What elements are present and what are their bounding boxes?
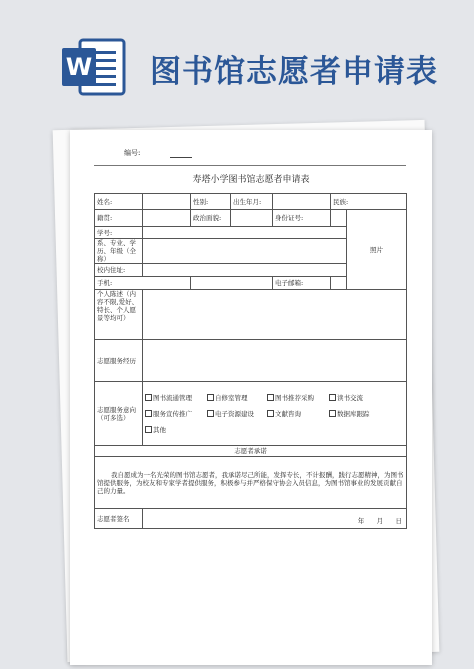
checkbox[interactable] [267, 410, 274, 417]
self-intro-field[interactable] [143, 290, 407, 340]
option-circulation[interactable]: 图书流通管理 [145, 394, 207, 402]
email-field[interactable] [331, 277, 407, 290]
checkbox[interactable] [145, 410, 152, 417]
option-reading-exchange[interactable]: 读书交流 [329, 394, 363, 402]
page-title: 图书馆志愿者申请表 [150, 54, 438, 90]
number-label: 编号: [124, 149, 141, 157]
school-address-label: 校内住址: [95, 264, 143, 277]
header-rule [94, 165, 406, 166]
application-form [94, 193, 407, 529]
department-label: 系、专业、学历、年级（全称） [95, 239, 143, 264]
intent-row-2 [145, 406, 404, 422]
self-intro-label: 个人陈述（内容不限,爱好、特长、个人愿景等均可） [95, 290, 143, 340]
checkbox[interactable] [207, 394, 214, 401]
experience-label: 志愿服务经历 [95, 340, 143, 382]
intent-options [143, 382, 407, 446]
option-e-resources[interactable]: 电子资源建设 [207, 410, 267, 418]
political-status-field[interactable] [231, 210, 273, 227]
pledge-text: 我自愿成为一名光荣的图书馆志愿者，我承诺尽己所能，发挥专长，不计报酬，践行志愿精神，为图书馆提供服务，为校友和专家学者提供服务，积极参与并严格保守协会入员信息，为图书馆事业的发展贡献自己的力量。 [95, 457, 407, 509]
native-place-label: 籍贯: [95, 210, 143, 227]
name-label: 姓名: [95, 194, 143, 210]
checkbox[interactable] [267, 394, 274, 401]
checkbox[interactable] [145, 394, 152, 401]
option-book-recommendation[interactable]: 图书推荐采购 [267, 394, 329, 402]
phone-field[interactable] [191, 277, 273, 290]
ethnicity-label: 民族: [331, 194, 407, 210]
word-document-icon [60, 36, 128, 98]
signature-label: 志愿者签名 [95, 509, 143, 529]
option-promotion[interactable]: 服务宣传推广 [145, 410, 207, 418]
name-field[interactable] [143, 194, 191, 210]
intent-row-1 [145, 390, 404, 406]
date-year: 年 [357, 517, 365, 525]
document-page [70, 130, 432, 665]
number-line [124, 148, 192, 158]
school-address-field[interactable] [143, 264, 347, 277]
phone-label: 手机: [95, 277, 191, 290]
option-database[interactable]: 数据库跟踪 [329, 410, 370, 418]
gender-label: 性别: [191, 194, 231, 210]
student-id-label: 学号: [95, 227, 143, 239]
department-field[interactable] [143, 239, 347, 264]
native-place-field[interactable] [143, 210, 191, 227]
intent-label: 志愿服务意向（可多选） [95, 382, 143, 446]
signature-field[interactable] [143, 509, 407, 529]
checkbox[interactable] [207, 410, 214, 417]
intent-row-3 [145, 422, 404, 438]
email-label: 电子邮箱: [273, 277, 331, 290]
political-status-label: 政治面貌: [191, 210, 231, 227]
option-reference[interactable]: 文献咨询 [267, 410, 329, 418]
date-month: 月 [376, 517, 384, 525]
pledge-title: 志愿者承诺 [95, 446, 407, 457]
svg-text:W: W [65, 53, 93, 81]
checkbox[interactable] [329, 394, 336, 401]
number-field[interactable] [170, 151, 192, 158]
checkbox[interactable] [329, 410, 336, 417]
option-study-room[interactable]: 自修室管理 [207, 394, 267, 402]
signature-date [358, 517, 402, 525]
student-id-field[interactable] [143, 227, 347, 239]
page-header [0, 0, 474, 112]
option-other[interactable]: 其他 [145, 426, 166, 434]
experience-field[interactable] [143, 340, 407, 382]
date-day: 日 [395, 517, 403, 525]
id-number-field[interactable] [331, 210, 347, 227]
document-title: 寿塔小学图书馆志愿者申请表 [192, 175, 310, 185]
photo-box[interactable]: 照片 [347, 210, 407, 290]
birth-label: 出生年月: [231, 194, 273, 210]
id-number-label: 身份证号: [273, 210, 331, 227]
checkbox[interactable] [145, 426, 152, 433]
birth-field[interactable] [273, 194, 331, 210]
